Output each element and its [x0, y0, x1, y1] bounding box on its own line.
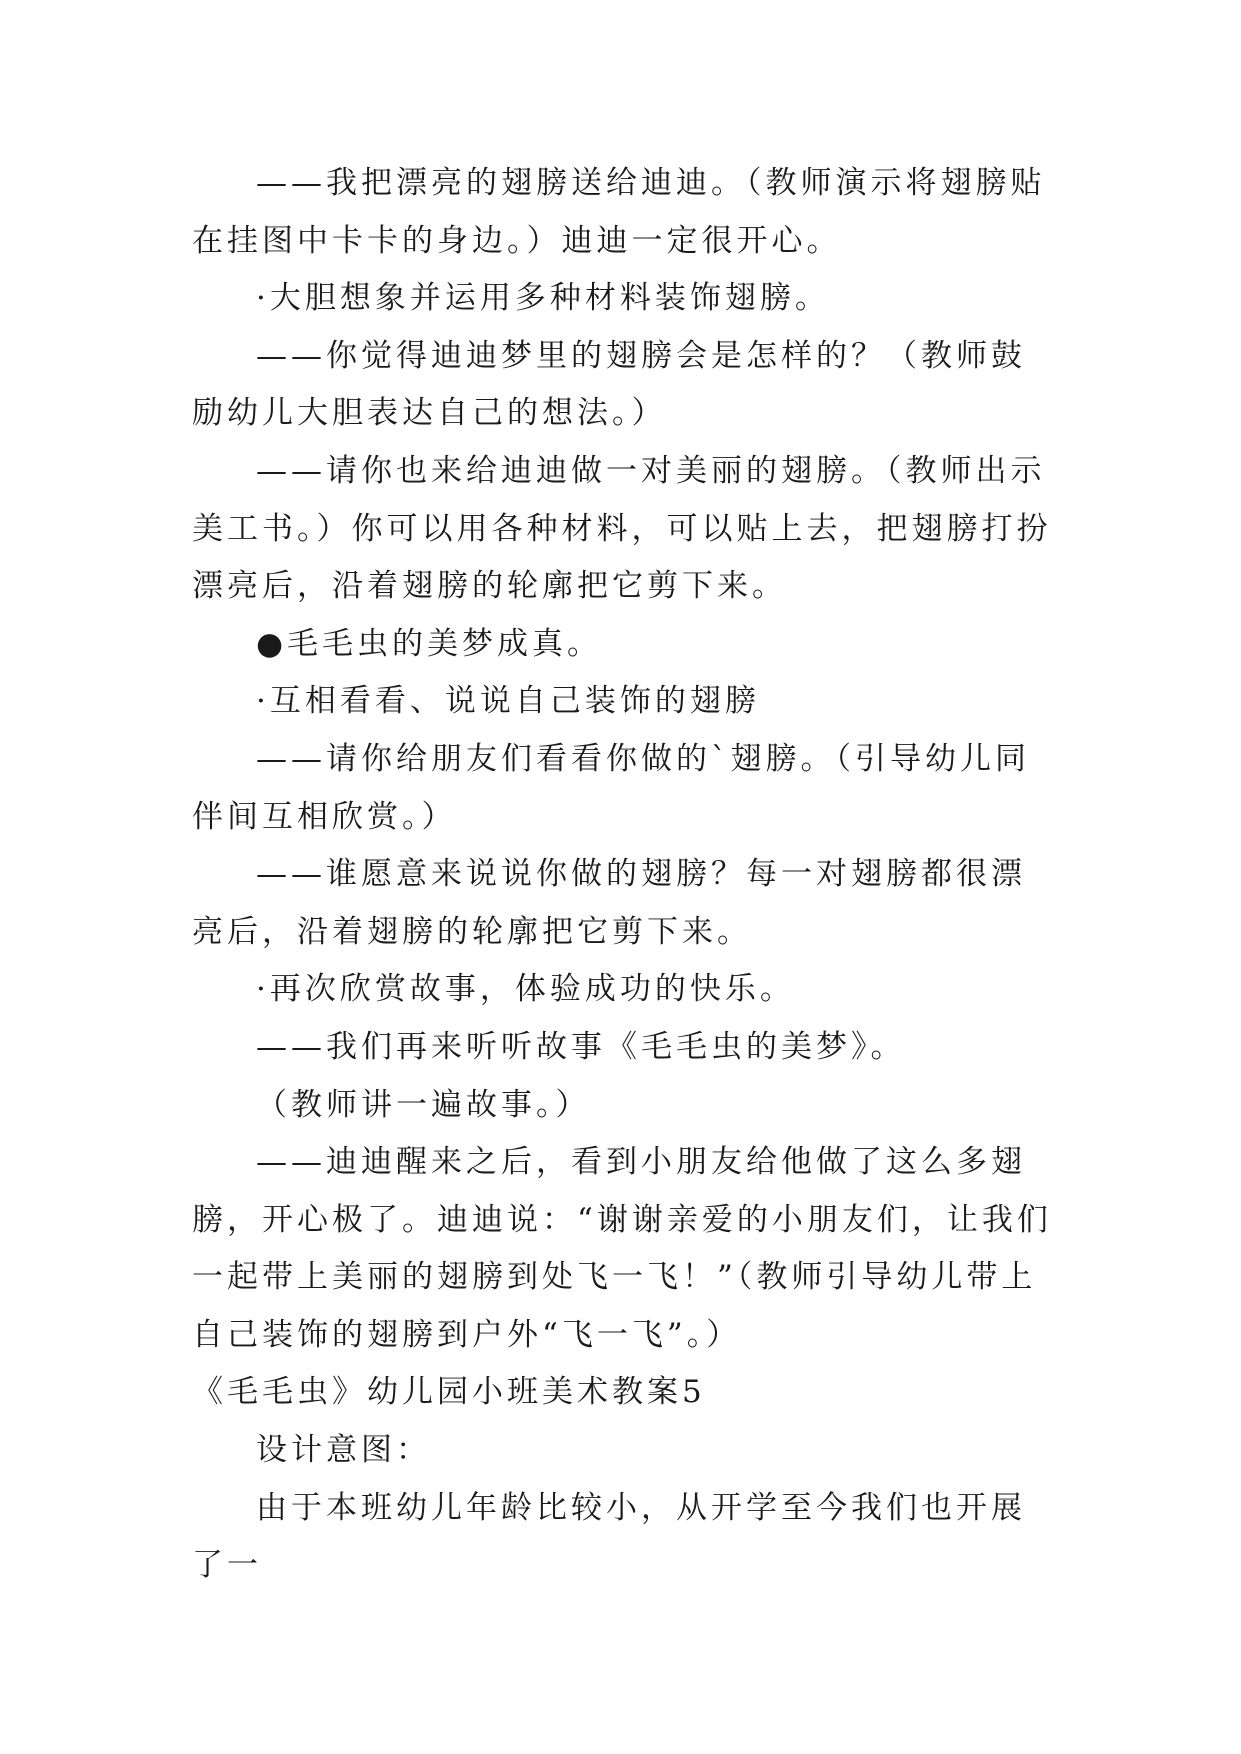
paragraph-listen-story: ——我们再来听听故事《毛毛虫的美梦》。	[256, 1028, 906, 1065]
paragraph-bullet-show-wings: ·互相看看、说说自己装饰的翅膀	[256, 683, 760, 720]
paragraph-didi-wakes: ——迪迪醒来之后，看到小朋友给他做了这么多翅膀，开心极了。迪迪说：“谢谢亲爱的小朋友们，让我们一起带上美丽的翅膀到处飞一飞！”（教师引导幼儿带上自己装饰的翅膀到户外“飞一飞”。）	[192, 1144, 1052, 1353]
paragraph-wings-gift: ——我把漂亮的翅膀送给迪迪。（教师演示将翅膀贴在挂图中卡卡的身边。）迪迪一定很开心。	[192, 165, 1046, 259]
paragraph-make-wings: ——请你也来给迪迪做一对美丽的翅膀。（教师出示美工书。）你可以用各种材料，可以贴上去，把翅膀打扮漂亮后，沿着翅膀的轮廓把它剪下来。	[192, 452, 1052, 605]
paragraph-bullet-imagine: ·大胆想象并运用多种材料装饰翅膀。	[256, 280, 830, 317]
paragraph-teacher-tells: （教师讲一遍故事。）	[256, 1086, 591, 1123]
document-body	[192, 155, 1052, 1595]
paragraph-show-friends: ——请你给朋友们看看你做的`翅膀。（引导幼儿同伴间互相欣赏。）	[192, 740, 1030, 835]
paragraph-design-intent-text: 由于本班幼儿年龄比较小，从开学至今我们也开展了一	[192, 1489, 1026, 1584]
paragraph-dream-come-true: ●毛毛虫的美梦成真。	[256, 625, 603, 662]
paragraph-design-intent-label: 设计意图：	[256, 1432, 431, 1469]
paragraph-bullet-story-again: ·再次欣赏故事，体验成功的快乐。	[256, 971, 795, 1008]
paragraph-who-talks: ——谁愿意来说说你做的翅膀？每一对翅膀都很漂亮后，沿着翅膀的轮廓把它剪下来。	[192, 856, 1026, 950]
section-heading: 《毛毛虫》幼儿园小班美术教案5	[192, 1374, 706, 1411]
paragraph-question-dream-wings: ——你觉得迪迪梦里的翅膀会是怎样的？（教师鼓励幼儿大胆表达自己的想法。）	[192, 337, 1026, 432]
